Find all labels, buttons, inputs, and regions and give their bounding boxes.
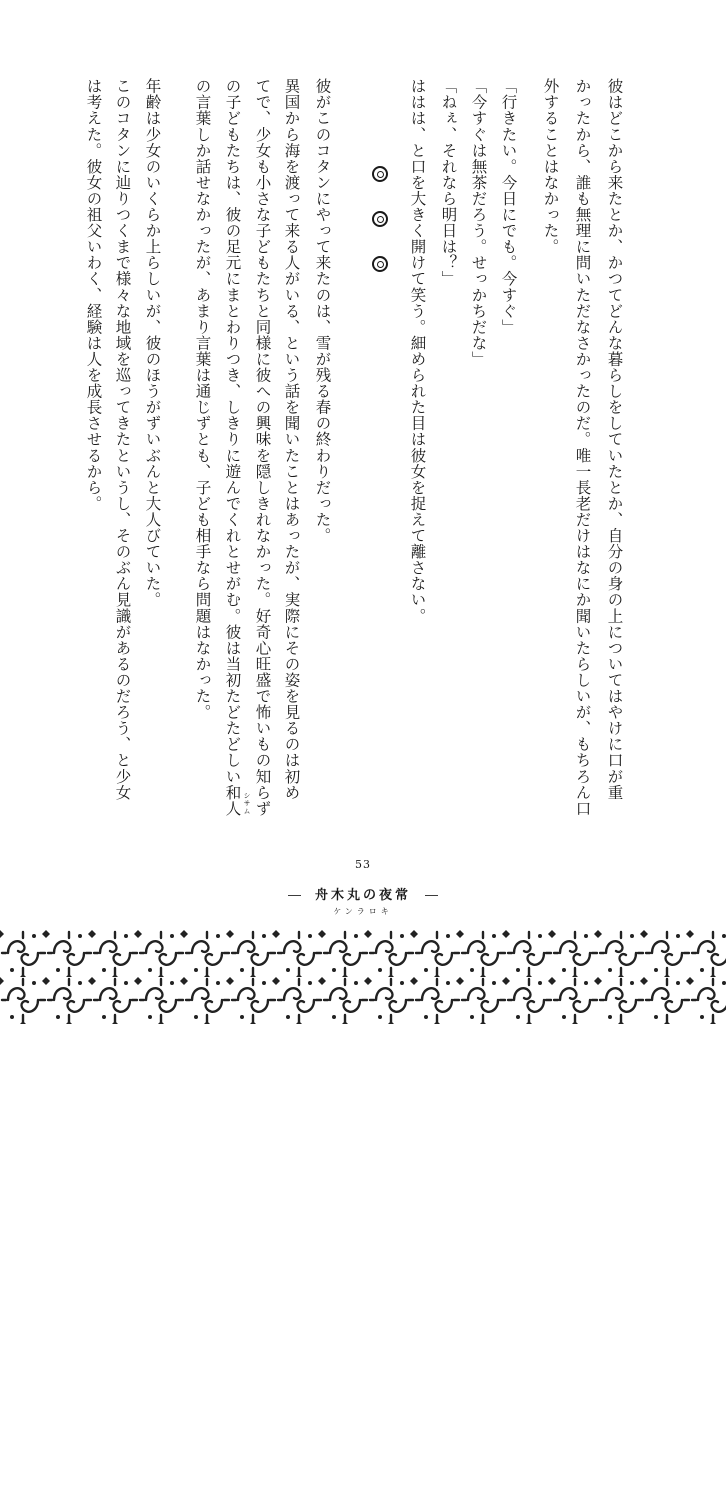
text-line: 年齢は少女のいくらか上らしいが、彼のほうがずいぶんと大人びていた。 bbox=[143, 78, 162, 608]
text-line: は考えた。彼女の祖父いわく、経験は人を成長させるから。 bbox=[84, 78, 103, 512]
text-line: の言葉しか話せなかったが、あまり言葉は通じずとも、子ども相手なら問題はなかった。 bbox=[193, 78, 212, 720]
text-line: 彼がこのコタンにやって来たのは、雪が残る春の終わりだった。 bbox=[313, 78, 332, 544]
dialogue-line: 「ねぇ、それなら明日は？」 bbox=[439, 78, 458, 287]
text-line: このコタンに辿りつくまで様々な地域を巡ってきたというし、そのぶん見識があるのだろう、と少女 bbox=[113, 78, 132, 801]
ruby-annotation: シサム bbox=[243, 792, 251, 815]
author-name: ケンラロキ bbox=[333, 907, 393, 916]
text-line: 異国から海を渡って来る人がいる、という話を聞いたことはあったが、実際にその姿を見るのは初め bbox=[282, 78, 301, 801]
text-line: てで、少女も小さな子どもたちと同様に彼への興味を隠しきれなかった。好奇心旺盛で怖いもの知らず bbox=[253, 78, 272, 817]
decorative-border-pattern bbox=[0, 930, 726, 1024]
title-dash-right: ― bbox=[425, 888, 438, 903]
page-number: 53 bbox=[355, 858, 371, 871]
title-dash-left: ― bbox=[287, 888, 301, 903]
text-line: 彼はどこから来たとか、かつてどんな暮らしをしていたとか、自分の身の上についてはやけに口が重 bbox=[605, 78, 624, 801]
book-title: 舟木丸の夜常 bbox=[314, 888, 411, 903]
text-line: の子どもたちは、彼の足元にまとわりつき、しきりに遊んでくれとせがむ。彼は当初たどたどしい和人 bbox=[223, 78, 242, 817]
section-break-ornament bbox=[372, 166, 392, 276]
dialogue-line: 「行きたい。今日にでも。今すぐ」 bbox=[499, 78, 518, 335]
text-line: 外することはなかった。 bbox=[541, 78, 560, 255]
text-line: かったから、誰も無理に問いただなさかったのだ。唯一長老だけはなにか聞いたらしいが、もちろん口 bbox=[573, 78, 592, 817]
dialogue-line: 「今すぐは無茶だろう。せっかちだな」 bbox=[469, 78, 488, 367]
running-title bbox=[0, 884, 726, 903]
text-line: ははは、と口を大きく開けて笑う。細められた目は彼女を捉えて離さない。 bbox=[408, 78, 427, 624]
